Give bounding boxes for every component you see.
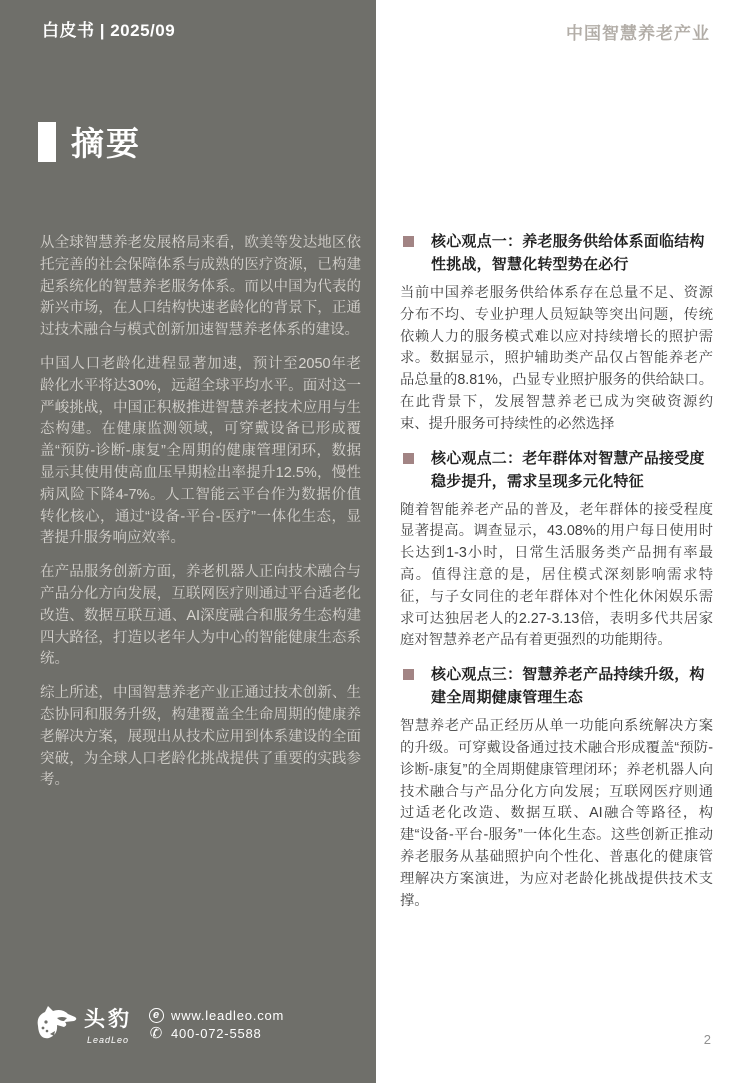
viewpoint-title: 核心观点一：养老服务供给体系面临结构性挑战，智慧化转型势在必行 — [431, 233, 705, 273]
brand-subname: LeadLeo — [86, 1035, 130, 1045]
viewpoint-3 — [400, 663, 713, 912]
website-link[interactable]: www.leadleo.com — [171, 1007, 285, 1023]
viewpoint-1 — [400, 230, 713, 436]
phone-icon: ✆ — [149, 1025, 163, 1042]
viewpoints-column — [400, 230, 713, 923]
page-number: 2 — [703, 1032, 711, 1047]
phone-number: 400-072-5588 — [171, 1025, 262, 1041]
phone-row — [148, 1025, 284, 1041]
abstract-paragraph: 从全球智慧养老发展格局来看，欧美等发达地区依托完善的社会保障体系与成熟的医疗资源，已构建起系统化的智慧养老服务体系。而以中国为代表的新兴市场，在人口结构快速老龄化的背景下，正通过技术融合与模式创新加速智慧养老体系的建设。 — [40, 235, 361, 339]
viewpoint-title: 核心观点三：智慧养老产品持续升级，构建全周期健康管理生态 — [431, 666, 705, 707]
abstract-heading — [38, 118, 141, 165]
abstract-paragraph: 在产品服务创新方面，养老机器人正向技术融合与产品分化方向发展，互联网医疗则通过平台适老化改造、数据互联互通、AI深度融合和服务生态构建四大路径，打造以老年人为中心的智能健康生态系统。 — [40, 564, 361, 668]
industry-title: 中国智慧养老产业 — [566, 24, 710, 43]
contact-block — [148, 1005, 284, 1043]
brand-name: 头豹 — [84, 1008, 132, 1031]
viewpoint-body: 随着智能养老产品的普及，老年群体的接受程度显著提高。调查显示，43.08%的用户每日使用时长达到1-3小时，日常生活服务类产品拥有率最高。值得注意的是，居住模式深刻影响需求特征，与子女同住的老年群体对个性化休闲娱乐需求可达独居老人的2.27-3.13倍，表明多代共居家庭对智慧养老产品有着更强烈的功能期待。 — [400, 501, 713, 649]
square-bullet-icon — [403, 453, 414, 464]
viewpoint-body: 当前中国养老服务供给体系存在总量不足、资源分布不均、专业护理人员短缺等突出问题，传统依赖人力的服务模式难以应对持续增长的照护需求。数据显示，照护辅助类产品仅占智能养老产品总量的8.81%，凸显专业照护服务的供给缺口。在此背景下，发展智慧养老已成为突破资源约束、提升服务可持续性的必然选择 — [400, 285, 713, 432]
viewpoint-1-heading — [400, 230, 713, 276]
footer-brand-area — [34, 1003, 284, 1045]
leadleo-leopard-icon — [34, 1004, 78, 1044]
viewpoint-title: 核心观点二：老年群体对智慧产品接受度稳步提升，需求呈现多元化特征 — [431, 449, 705, 490]
viewpoint-2-heading — [400, 447, 713, 493]
website-row — [148, 1007, 284, 1023]
square-bullet-icon — [403, 669, 414, 680]
abstract-title: 摘要 — [71, 125, 141, 162]
abstract-paragraph: 综上所述，中国智慧养老产业正通过技术创新、生态协同和服务升级，构建覆盖全生命周期的健康养老解决方案，展现出从技术应用到体系建设的全面突破，为全球人口老龄化挑战提供了重要的实践参考。 — [40, 685, 361, 789]
doc-type-label: 白皮书 | 2025/09 — [42, 21, 176, 40]
brand-block — [84, 1003, 132, 1045]
globe-icon: e — [148, 1007, 164, 1023]
abstract-paragraph: 中国人口老龄化进程显著加速，预计至2050年老龄化水平将达30%，远超全球平均水平。面对这一严峻挑战，中国正积极推进智慧养老技术应用与生态构建。在健康监测领域，可穿戴设备已形成覆盖“预防-诊断-康复”全周期的健康管理闭环，数据显示其使用使高血压早期检出率提升12.5%，慢性病风险下降4-7%。人工智能云平台作为数据价值转化核心，通过“设备-平台-医疗”一体化生态，显著提升服务响应效率。 — [40, 355, 361, 547]
viewpoint-body: 智慧养老产品正经历从单一功能向系统解决方案的升级。可穿戴设备通过技术融合形成覆盖“预防-诊断-康复”的全周期健康管理闭环；养老机器人向技术融合与产品分化方向发展；互联网医疗则通过适老化改造、数据互联、AI融合等路径，构建“设备-平台-服务”一体化生态。这些创新正推动养老服务从基础照护向个性化、普惠化的健康管理解决方案演进，为应对老龄化挑战提供技术支撑。 — [400, 718, 713, 909]
heading-accent-bar — [38, 122, 56, 162]
abstract-body — [40, 233, 361, 804]
viewpoint-3-heading — [400, 663, 713, 709]
viewpoint-2 — [400, 447, 713, 653]
square-bullet-icon — [403, 236, 414, 247]
